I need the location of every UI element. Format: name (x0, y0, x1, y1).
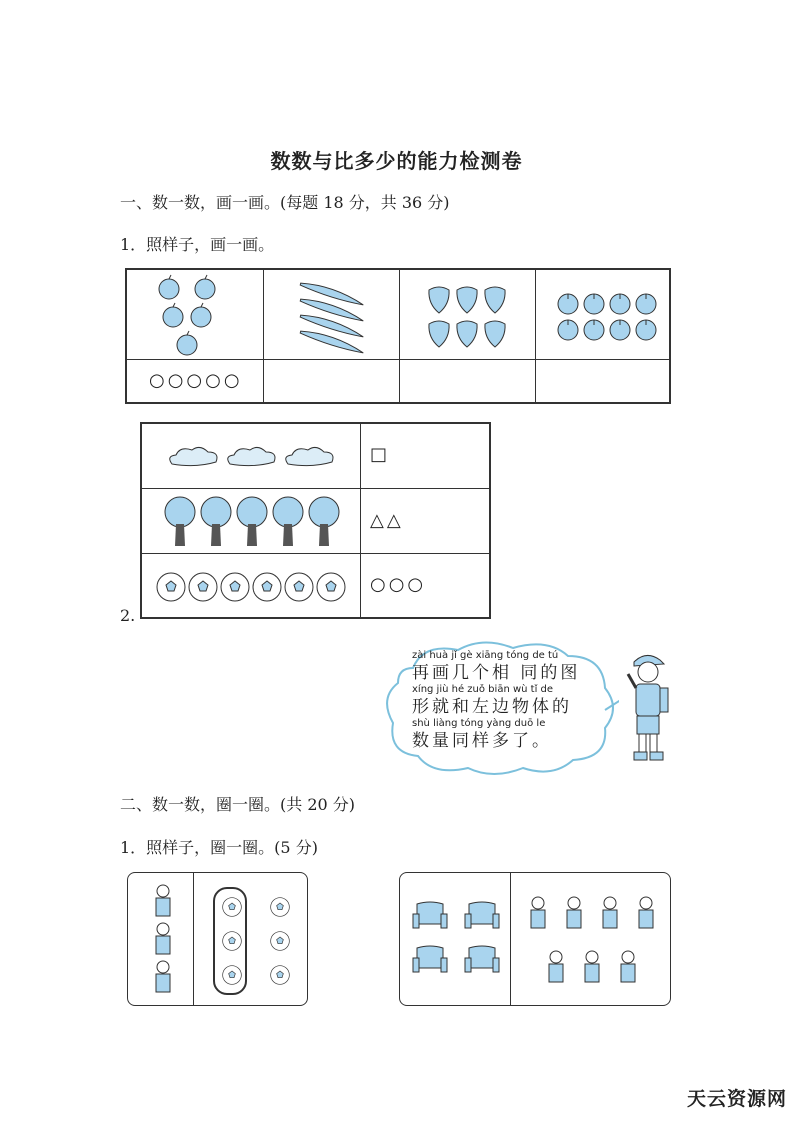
apple-icon (192, 274, 218, 300)
tree-icon (271, 494, 305, 548)
q2-label: 2. (120, 606, 136, 625)
cloud-icon (224, 444, 280, 470)
answer-triangles[interactable]: △△ (370, 510, 404, 531)
strawberry-icon (426, 282, 452, 314)
apple-icon (188, 302, 214, 328)
tree-icon (235, 494, 269, 548)
soccer-ball-icon (252, 572, 282, 602)
bubble-text (412, 650, 612, 752)
circle-example-box (127, 872, 308, 1006)
child-icon (561, 895, 587, 931)
peach-icon (556, 291, 580, 315)
cloud-icon (166, 444, 222, 470)
soccer-ball-icon (222, 965, 242, 985)
cloud-icon (282, 444, 338, 470)
child-icon (525, 895, 551, 931)
soccer-ball-icon (156, 572, 186, 602)
child-icon (579, 949, 605, 985)
soccer-ball-icon (270, 897, 290, 917)
strawberry-icon (426, 316, 452, 348)
q1-label: 1．照样子，画一画。 (120, 235, 275, 254)
circle-exercise-box[interactable] (399, 872, 671, 1006)
peach-icon (608, 291, 632, 315)
q1-table (125, 268, 671, 404)
peaches-picture (547, 286, 667, 346)
clouds-picture (152, 434, 352, 479)
child-icon (543, 949, 569, 985)
balls-picture (146, 558, 356, 616)
soccer-ball-icon (222, 931, 242, 951)
answer-cell-bananas[interactable] (264, 361, 398, 403)
answer-cell-peaches[interactable] (536, 361, 670, 403)
strawberry-icon (482, 282, 508, 314)
pinyin-line-2: xíng jiù hé zuǒ biān wù tǐ de (412, 684, 554, 695)
boy-illustration-icon (622, 648, 674, 768)
soccer-ball-icon (316, 572, 346, 602)
strawberry-icon (454, 316, 480, 348)
pinyin-line-3: shù liàng tóng yàng duō le (412, 718, 546, 729)
chair-icon (463, 900, 501, 934)
apples-picture (147, 284, 227, 346)
strawberry-icon (454, 282, 480, 314)
answer-circles[interactable]: ○○○ (370, 574, 427, 595)
child-icon (150, 883, 176, 919)
children-picture (138, 879, 188, 999)
watermark: 天云资源网 (686, 1088, 787, 1110)
soccer-ball-icon (222, 897, 242, 917)
child-icon (633, 895, 659, 931)
apple-icon (156, 274, 182, 300)
chair-icon (411, 900, 449, 934)
chairs-picture (406, 887, 506, 991)
page-title: 数数与比多少的能力检测卷 (270, 149, 523, 173)
soccer-ball-icon (270, 965, 290, 985)
soccer-ball-icon (284, 572, 314, 602)
soccer-balls-picture (212, 893, 300, 989)
apple-icon (174, 330, 200, 356)
tree-icon (199, 494, 233, 548)
peach-icon (582, 291, 606, 315)
child-icon (615, 949, 641, 985)
peach-icon (556, 317, 580, 341)
tree-icon (163, 494, 197, 548)
apple-icon (160, 302, 186, 328)
pinyin-line-1: zài huà jǐ gè xiāng tóng de tú (412, 650, 559, 661)
bananas-picture (277, 288, 387, 348)
sample-answer-circles: ○○○○○ (149, 370, 243, 391)
answer-cell-strawberries[interactable] (400, 361, 534, 403)
trees-picture (152, 492, 352, 550)
hanzi-line-2: 形就和左边物体的 (412, 697, 572, 717)
children-group-picture (518, 881, 666, 999)
strawberry-icon (482, 316, 508, 348)
soccer-ball-icon (270, 931, 290, 951)
peach-icon (608, 317, 632, 341)
chair-icon (463, 944, 501, 978)
peach-icon (634, 317, 658, 341)
section1-heading: 一、数一数，画一画。(每题 18 分，共 36 分) (120, 193, 450, 212)
section2-heading: 二、数一数，圈一圈。(共 20 分) (120, 795, 356, 814)
child-icon (150, 959, 176, 995)
tree-icon (307, 494, 341, 548)
strawberries-picture (417, 280, 517, 350)
child-icon (597, 895, 623, 931)
hanzi-line-3: 数量同样多了。 (412, 731, 552, 751)
q2-table (140, 422, 491, 619)
chair-icon (411, 944, 449, 978)
answer-square[interactable]: □ (370, 444, 391, 465)
peach-icon (634, 291, 658, 315)
soccer-ball-icon (188, 572, 218, 602)
peach-icon (582, 317, 606, 341)
soccer-ball-icon (220, 572, 250, 602)
child-icon (150, 921, 176, 957)
hanzi-line-1: 再画几个相 同的图 (412, 663, 581, 683)
s2-q1-label: 1．照样子，圈一圈。(5 分) (120, 838, 318, 857)
